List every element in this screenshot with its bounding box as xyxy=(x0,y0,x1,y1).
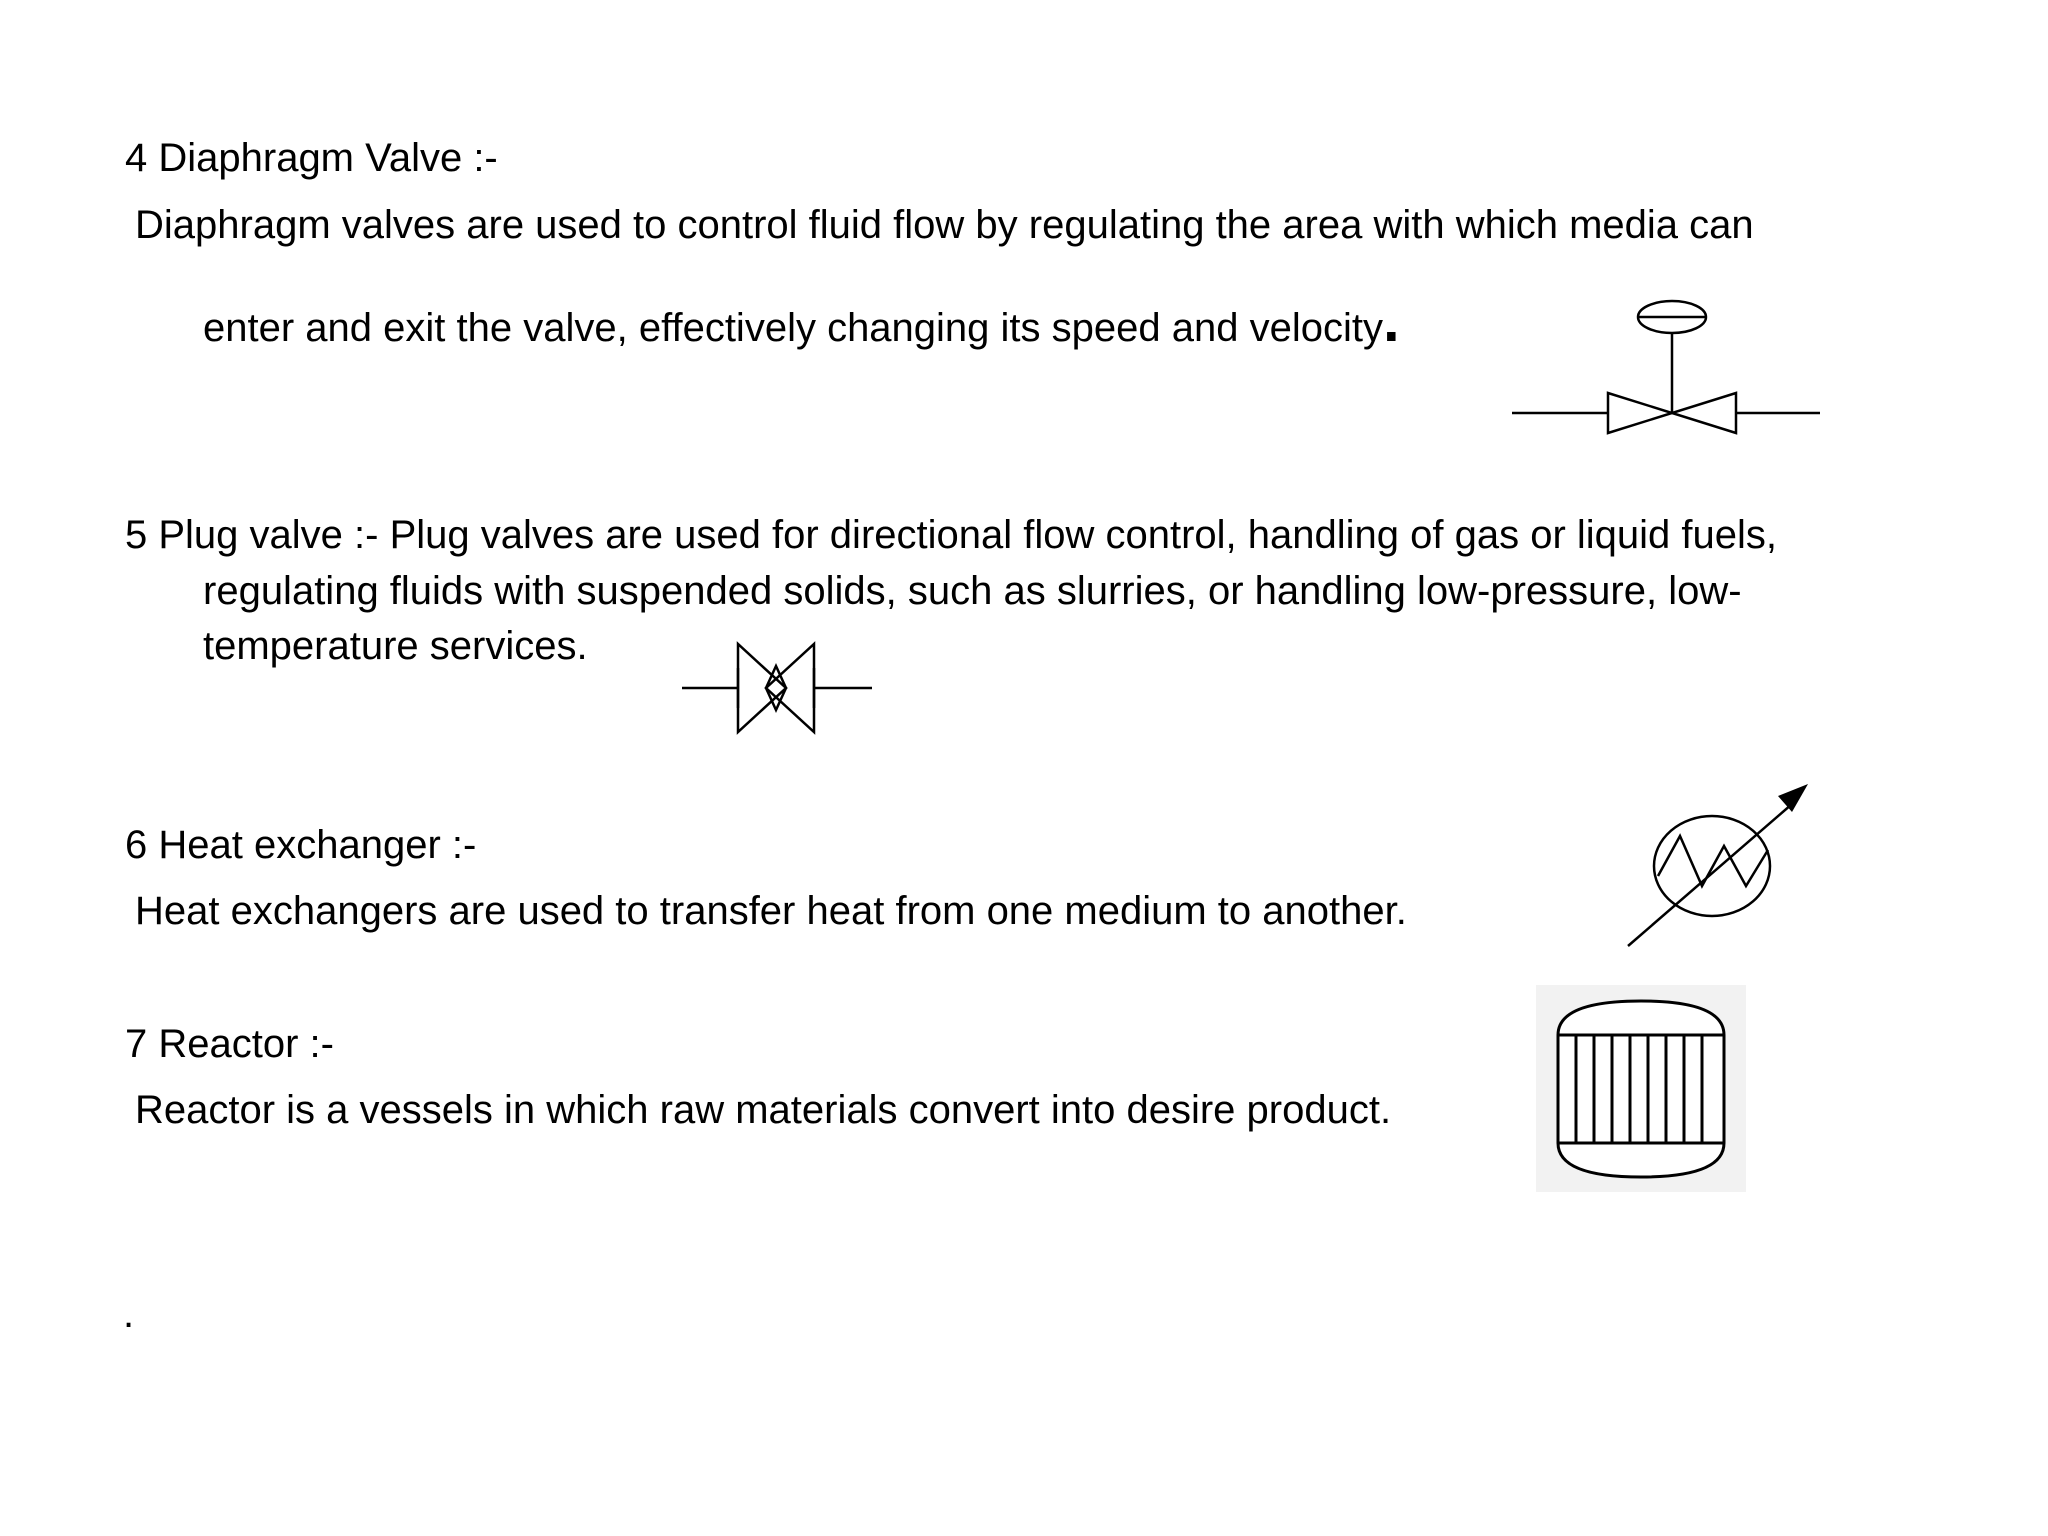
heat-exchanger-heading: 6 Heat exchanger :- xyxy=(125,823,477,867)
heat-exchanger-icon xyxy=(1620,780,1820,950)
plug-valve-text-line-3: temperature services. xyxy=(203,624,588,668)
diaphragm-end-mark: . xyxy=(1382,287,1400,354)
plug-valve-icon xyxy=(680,638,880,738)
diaphragm-valve-heading: 4 Diaphragm Valve :- xyxy=(125,136,498,180)
reactor-vessel-icon xyxy=(1536,985,1746,1192)
reactor-heading: 7 Reactor :- xyxy=(125,1022,334,1066)
diaphragm-valve-description-line-2: enter and exit the valve, effectively changing its speed and velocity. xyxy=(203,287,1400,354)
plug-valve-text-line-2: regulating fluids with suspended solids, such as slurries, or handling low-pressure, low- xyxy=(203,569,1742,613)
diaphragm-valve-icon xyxy=(1510,295,1830,445)
heat-exchanger-description: Heat exchangers are used to transfer heat from one medium to another. xyxy=(135,889,1407,933)
trailing-dot: . xyxy=(123,1292,135,1336)
plug-valve-text-line-1: 5 Plug valve :- Plug valves are used for directional flow control, handling of gas or liquid fuels, xyxy=(125,513,1778,557)
reactor-description: Reactor is a vessels in which raw materials convert into desire product. xyxy=(135,1088,1392,1132)
diaphragm-valve-description-line-1: Diaphragm valves are used to control fluid flow by regulating the area with which media can xyxy=(135,203,1754,247)
